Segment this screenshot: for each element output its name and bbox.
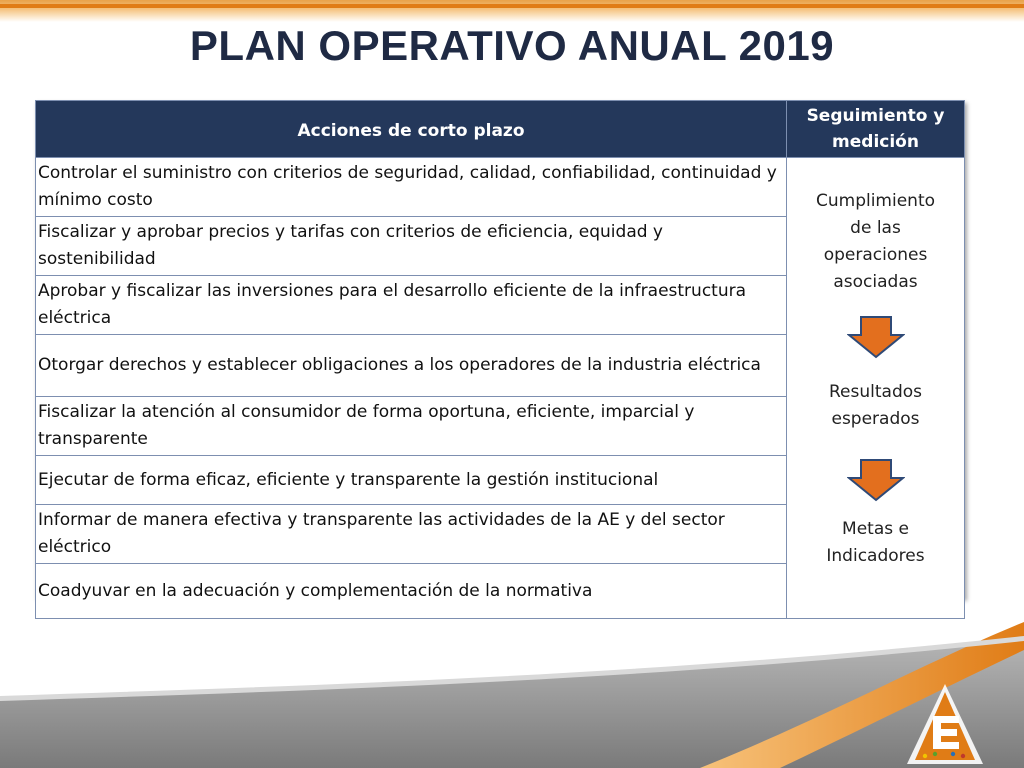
- poa-table-container: [35, 100, 965, 601]
- accion-cell: Informar de manera efectiva y transparente las actividades de la AE y del sector eléctrico: [36, 505, 787, 564]
- down-arrow-icon: [847, 315, 905, 359]
- seguimiento-resultados: [787, 379, 964, 433]
- poa-table: [35, 100, 965, 619]
- accion-cell: Controlar el suministro con criterios de seguridad, calidad, confiabilidad, continuidad y mínimo costo: [36, 158, 787, 217]
- table-row: [36, 158, 965, 217]
- seguimiento-metas: [787, 516, 964, 570]
- seguimiento-metas-text: Metas e Indicadores: [826, 519, 925, 566]
- seguimiento-cumplimiento: [787, 188, 964, 296]
- down-arrow-icon: [847, 458, 905, 502]
- accion-cell: Coadyuvar en la adecuación y complementación de la normativa: [36, 564, 787, 619]
- ae-logo-icon: [905, 682, 985, 766]
- header-acciones: Acciones de corto plazo: [36, 101, 787, 158]
- seguimiento-cell: [787, 158, 965, 619]
- accion-cell: Aprobar y fiscalizar las inversiones para el desarrollo eficiente de la infraestructura eléctrica: [36, 276, 787, 335]
- accion-cell: Fiscalizar la atención al consumidor de forma oportuna, eficiente, imparcial y transparente: [36, 397, 787, 456]
- header-seguimiento: Seguimiento y medición: [787, 101, 965, 158]
- accion-cell: Otorgar derechos y establecer obligaciones a los operadores de la industria eléctrica: [36, 335, 787, 397]
- table-header-row: [36, 101, 965, 158]
- seguimiento-resultados-text: Resultados esperados: [829, 382, 922, 429]
- seguimiento-cumplimiento-text: Cumplimiento de las operaciones asociadas: [815, 191, 936, 292]
- accion-cell: Fiscalizar y aprobar precios y tarifas con criterios de eficiencia, equidad y sostenibilidad: [36, 217, 787, 276]
- slide-title: PLAN OPERATIVO ANUAL 2019: [189, 22, 835, 69]
- accion-cell: Ejecutar de forma eficaz, eficiente y transparente la gestión institucional: [36, 456, 787, 505]
- top-decorative-band: [0, 0, 1024, 22]
